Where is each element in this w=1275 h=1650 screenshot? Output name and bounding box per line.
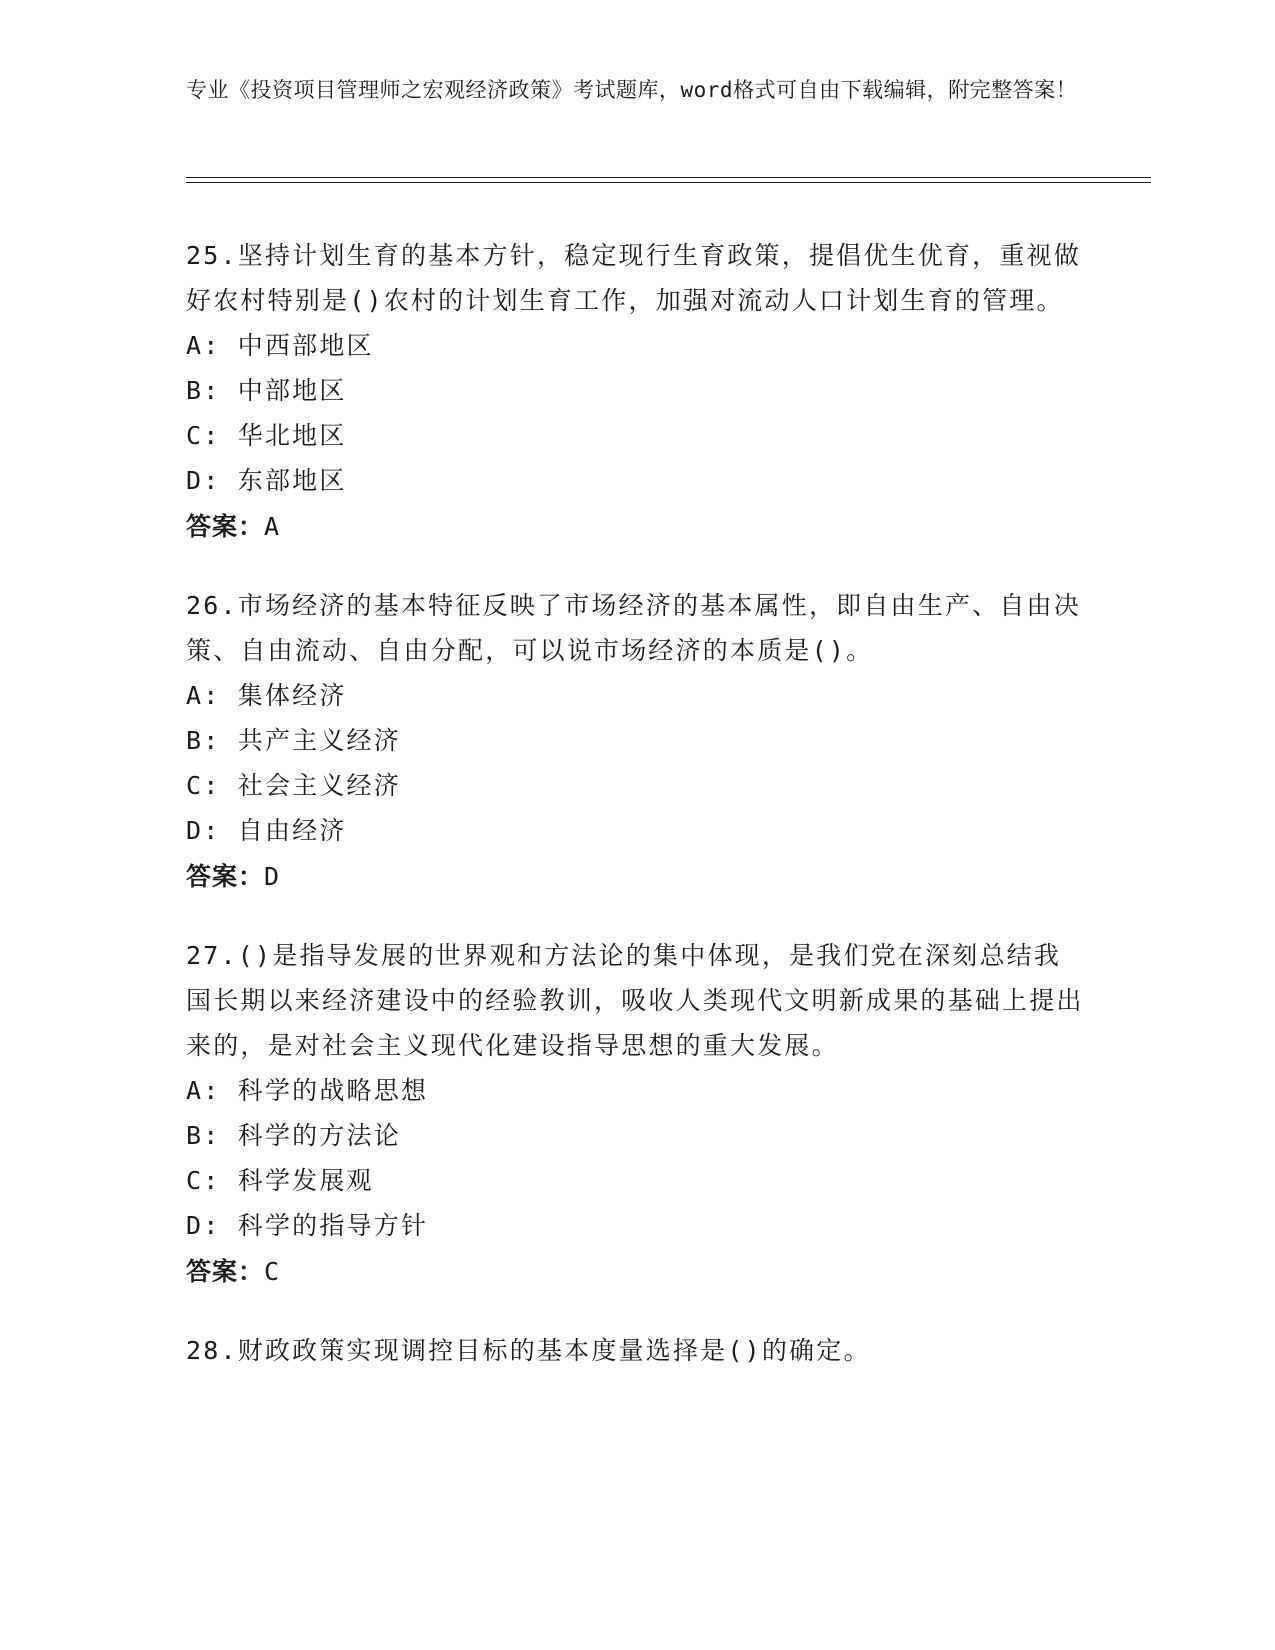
question-stem: 25.坚持计划生育的基本方针，稳定现行生育政策，提倡优生优育，重视做好农村特别是()农村的计划生育工作，加强对流动人口计划生育的管理。 bbox=[186, 241, 1081, 315]
answer-line bbox=[186, 1248, 1086, 1296]
question-stem: 27.()是指导发展的世界观和方法论的集中体现，是我们党在深刻总结我国长期以来经济建设中的经验教训，吸收人类现代文明新成果的基础上提出来的，是对社会主义现代化建设指导思想的重大发展。 bbox=[186, 941, 1084, 1060]
question-25 bbox=[186, 233, 1086, 551]
question-list bbox=[186, 233, 1086, 1405]
answer-value: D bbox=[264, 862, 281, 891]
answer-label: 答案： bbox=[186, 512, 265, 541]
question-27 bbox=[186, 933, 1086, 1296]
answer-value: C bbox=[264, 1257, 281, 1286]
option-c: C: 社会主义经济 bbox=[186, 771, 401, 800]
option-d: D: 自由经济 bbox=[186, 816, 347, 845]
document-header bbox=[186, 74, 1086, 107]
option-d: D: 东部地区 bbox=[186, 466, 347, 495]
question-stem: 26.市场经济的基本特征反映了市场经济的基本属性，即自由生产、自由决策、自由流动、自由分配，可以说市场经济的本质是()。 bbox=[186, 591, 1081, 665]
option-b: B: 科学的方法论 bbox=[186, 1121, 401, 1150]
option-b: B: 中部地区 bbox=[186, 376, 347, 405]
option-a: A: 集体经济 bbox=[186, 681, 347, 710]
option-c: C: 科学发展观 bbox=[186, 1166, 374, 1195]
answer-label: 答案： bbox=[186, 862, 265, 891]
option-a: A: 科学的战略思想 bbox=[186, 1076, 429, 1105]
header-rule-bottom bbox=[186, 182, 1151, 183]
question-28 bbox=[186, 1328, 1086, 1373]
question-26 bbox=[186, 583, 1086, 901]
answer-line bbox=[186, 853, 1086, 901]
option-a: A: 中西部地区 bbox=[186, 331, 374, 360]
header-rule-top bbox=[186, 177, 1151, 178]
answer-label: 答案： bbox=[186, 1257, 265, 1286]
option-d: D: 科学的指导方针 bbox=[186, 1211, 429, 1240]
header-text: 专业《投资项目管理师之宏观经济政策》考试题库，word格式可自由下载编辑，附完整答案！ bbox=[186, 78, 1078, 102]
option-b: B: 共产主义经济 bbox=[186, 726, 401, 755]
option-c: C: 华北地区 bbox=[186, 421, 347, 450]
question-stem: 28.财政政策实现调控目标的基本度量选择是()的确定。 bbox=[186, 1336, 871, 1365]
answer-line bbox=[186, 503, 1086, 551]
answer-value: A bbox=[264, 512, 281, 541]
